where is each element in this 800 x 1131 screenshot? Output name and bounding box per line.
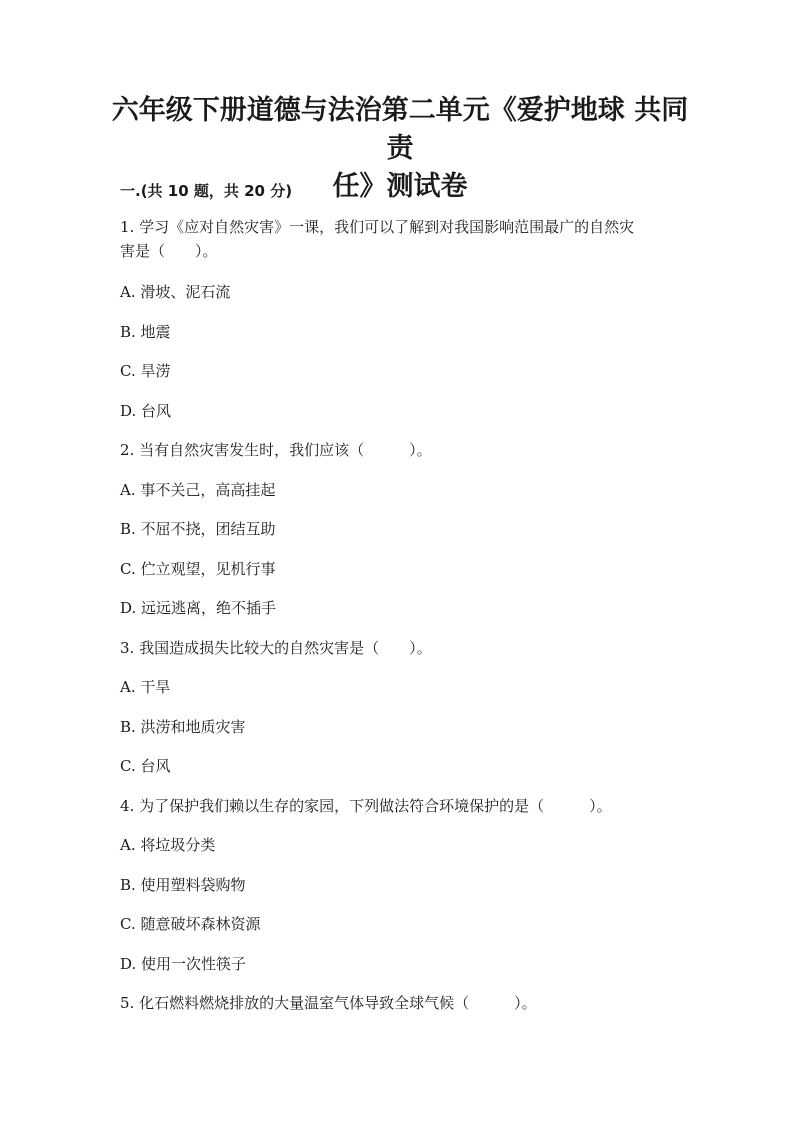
section-heading: 一.(共 10 题，共 20 分) [120, 182, 293, 200]
question-2-option-b: B. 不屈不挠，团结互助 [120, 520, 276, 538]
question-3-option-c: C. 台风 [120, 757, 171, 775]
question-4-option-c: C. 随意破坏森林资源 [120, 915, 261, 933]
question-3-option-a: A. 干旱 [120, 678, 171, 696]
question-1-option-d: D. 台风 [120, 402, 172, 420]
question-2-option-a: A. 事不关己，高高挂起 [120, 481, 276, 499]
title-line-2: 任》测试卷 [332, 171, 468, 202]
question-1-stem-line-2: 害是（ ）。 [120, 242, 218, 260]
question-4-option-b: B. 使用塑料袋购物 [120, 876, 246, 894]
question-4-option-d: D. 使用一次性筷子 [120, 955, 247, 973]
question-3-stem: 3. 我国造成损失比较大的自然灾害是（ ）。 [120, 639, 432, 657]
question-1-option-a: A. 滑坡、泥石流 [120, 283, 231, 301]
question-3-option-b: B. 洪涝和地质灾害 [120, 718, 246, 736]
question-1-option-b: B. 地震 [120, 323, 171, 341]
title-line-1: 六年级下册道德与法治第二单元《爱护地球 共同责 [111, 95, 689, 164]
question-1-option-c: C. 旱涝 [120, 362, 171, 380]
question-2-option-c: C. 伫立观望，见机行事 [120, 560, 276, 578]
question-4-stem: 4. 为了保护我们赖以生存的家园，下列做法符合环境保护的是（ ）。 [120, 797, 612, 815]
question-2-option-d: D. 远远逃离，绝不插手 [120, 599, 277, 617]
question-5-stem: 5. 化石燃料燃烧排放的大量温室气体导致全球气候（ ）。 [120, 994, 537, 1012]
question-4-option-a: A. 将垃圾分类 [120, 836, 216, 854]
question-1-stem-line-1: 1. 学习《应对自然灾害》一课，我们可以了解到对我国影响范围最广的自然灾 [120, 218, 635, 236]
question-2-stem: 2. 当有自然灾害发生时，我们应该（ ）。 [120, 441, 432, 459]
